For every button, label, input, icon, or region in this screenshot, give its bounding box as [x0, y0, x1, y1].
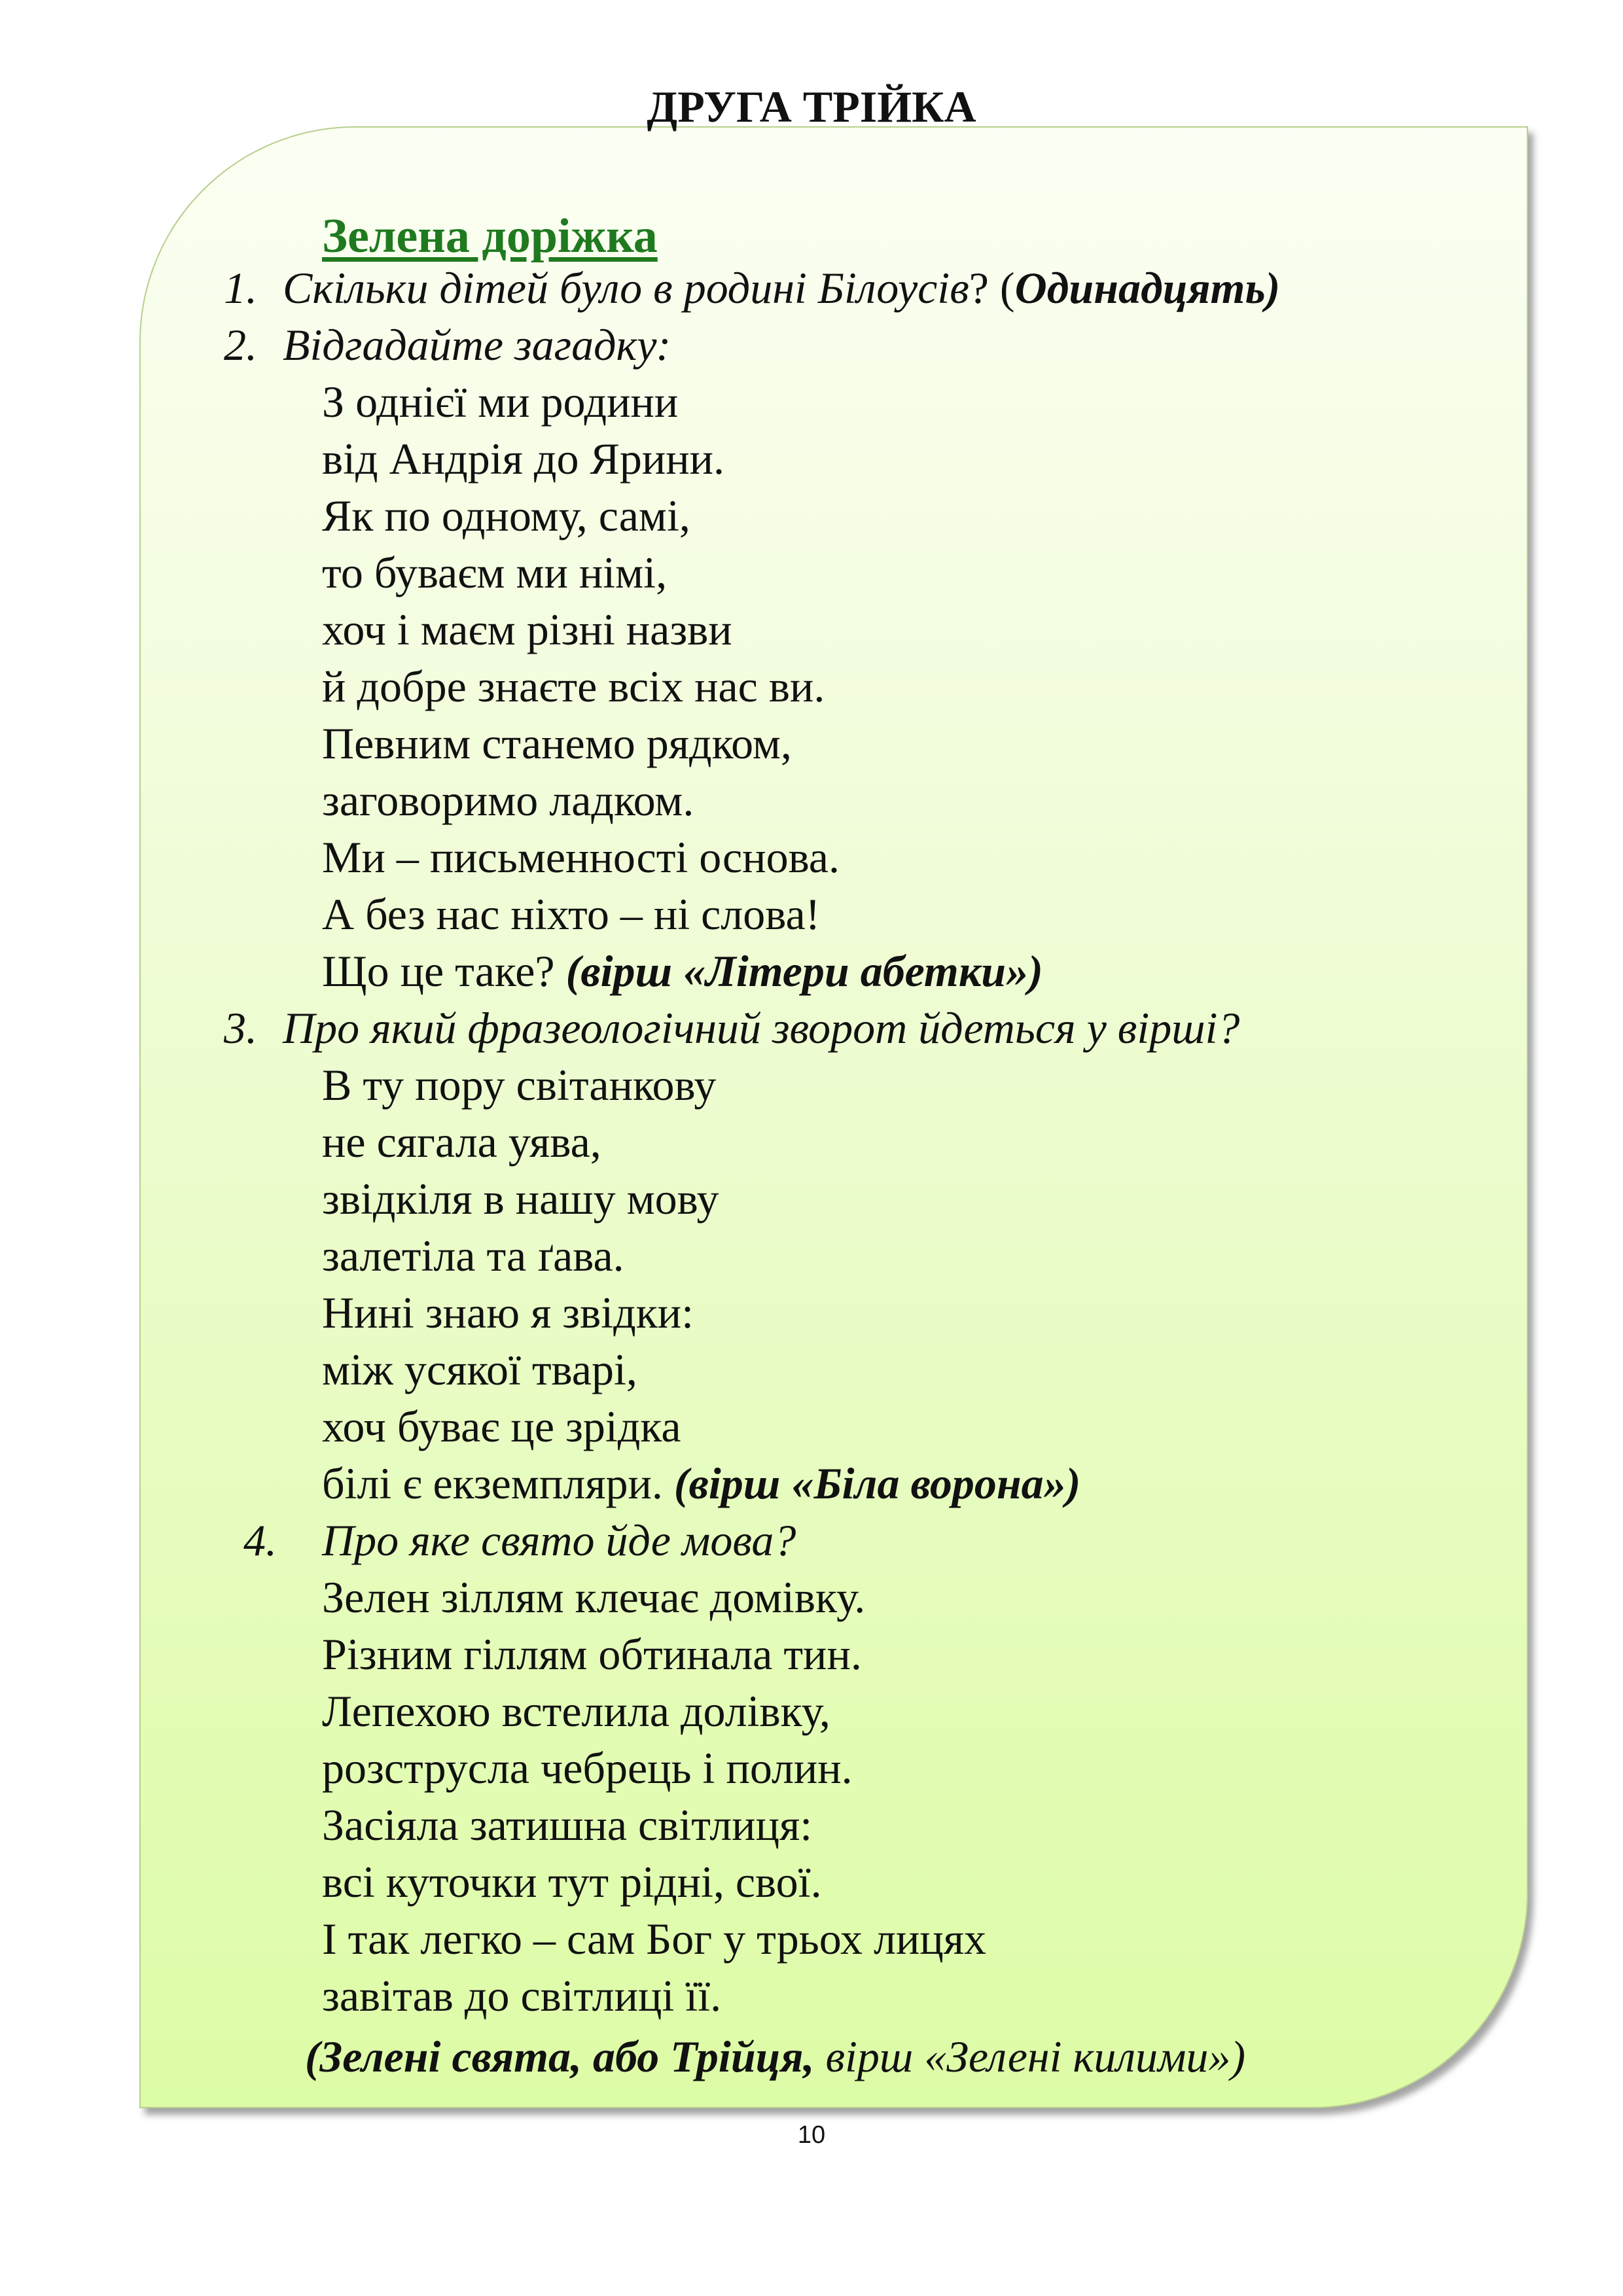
- verse-line: Ми – письменності основа.: [322, 832, 840, 882]
- question-2-answer: (вірш «Літери абетки»): [565, 946, 1043, 996]
- verse-line: розструсла чебрець і полин.: [322, 1743, 853, 1793]
- verse-line: завітав до світлиці її.: [322, 1971, 722, 2021]
- question-4-answer-rest: вірш «Зелені килими»): [814, 2032, 1246, 2081]
- verse-line: І так легко – сам Бог у трьох лицях: [322, 1914, 987, 1964]
- question-4-text: Про яке свято йде мова?: [322, 1515, 796, 1565]
- page-number: 10: [797, 2121, 826, 2149]
- question-1: [283, 260, 1280, 315]
- panel-content: [141, 128, 1527, 2107]
- verse-line: заговоримо ладком.: [322, 775, 694, 825]
- verse-line: Лепехою встелила долівку,: [322, 1686, 830, 1736]
- verse-line: від Андрія до Ярини.: [322, 434, 724, 484]
- question-1-number: 1.: [224, 263, 257, 313]
- question-4-answer-line: [305, 2029, 1245, 2084]
- question-2-final-prefix: Що це таке?: [322, 946, 566, 996]
- verse-line: хоч і маєм різні назви: [322, 605, 732, 654]
- verse-line: не сягала уява,: [322, 1117, 601, 1167]
- verse-line: звідкіля в нашу мову: [322, 1174, 719, 1224]
- verse-line: Засіяла затишна світлиця:: [322, 1800, 813, 1850]
- question-2-number: 2.: [224, 320, 257, 370]
- verse-line: між усякої тварі,: [322, 1345, 637, 1394]
- verse-line: В ту пору світанкову: [322, 1060, 717, 1110]
- question-3-answer: (вірш «Біла ворона»): [673, 1458, 1081, 1508]
- page-heading: ДРУГА ТРІЙКА: [647, 82, 976, 132]
- verse-line: Нині знаю я звідки:: [322, 1288, 694, 1337]
- question-3-number: 3.: [224, 1003, 257, 1053]
- question-3-answer-line: [322, 1456, 1080, 1511]
- verse-line: то буваєм ми німі,: [322, 548, 668, 597]
- question-3-final-prefix: білі є екземпляри.: [322, 1458, 674, 1508]
- question-2-answer-line: [322, 944, 1043, 998]
- verse-line: й добре знаєте всіх нас ви.: [322, 662, 825, 711]
- verse-line: хоч буває це зрідка: [322, 1402, 681, 1451]
- question-4-number: 4.: [243, 1515, 277, 1565]
- green-rounded-panel: [139, 126, 1528, 2108]
- question-2-text: Відгадайте загадку:: [283, 320, 671, 370]
- question-1-answer: Одинадцять): [1014, 263, 1281, 313]
- verse-line: Як по одному, самі,: [322, 491, 690, 540]
- verse-line: Певним станемо рядком,: [322, 718, 792, 768]
- question-1-tail: ? (: [969, 263, 1015, 313]
- section-title: Зелена доріжка: [322, 209, 658, 263]
- verse-line: залетіла та ґава.: [322, 1231, 624, 1280]
- verse-line: Різним гіллям обтинала тин.: [322, 1629, 862, 1679]
- verse-line: всі куточки тут рідні, свої.: [322, 1857, 822, 1907]
- question-4-answer-bold: (Зелені свята, або Трійця,: [305, 2032, 815, 2081]
- verse-line: Зелен зіллям клечає домівку.: [322, 1572, 866, 1622]
- question-3-text: Про який фразеологічний зворот йдеться у вірші?: [283, 1003, 1240, 1053]
- question-1-text: Скільки дітей було в родині Білоусів: [283, 263, 969, 313]
- verse-line: З однієї ми родини: [322, 377, 679, 427]
- verse-line: А без нас ніхто – ні слова!: [322, 889, 821, 939]
